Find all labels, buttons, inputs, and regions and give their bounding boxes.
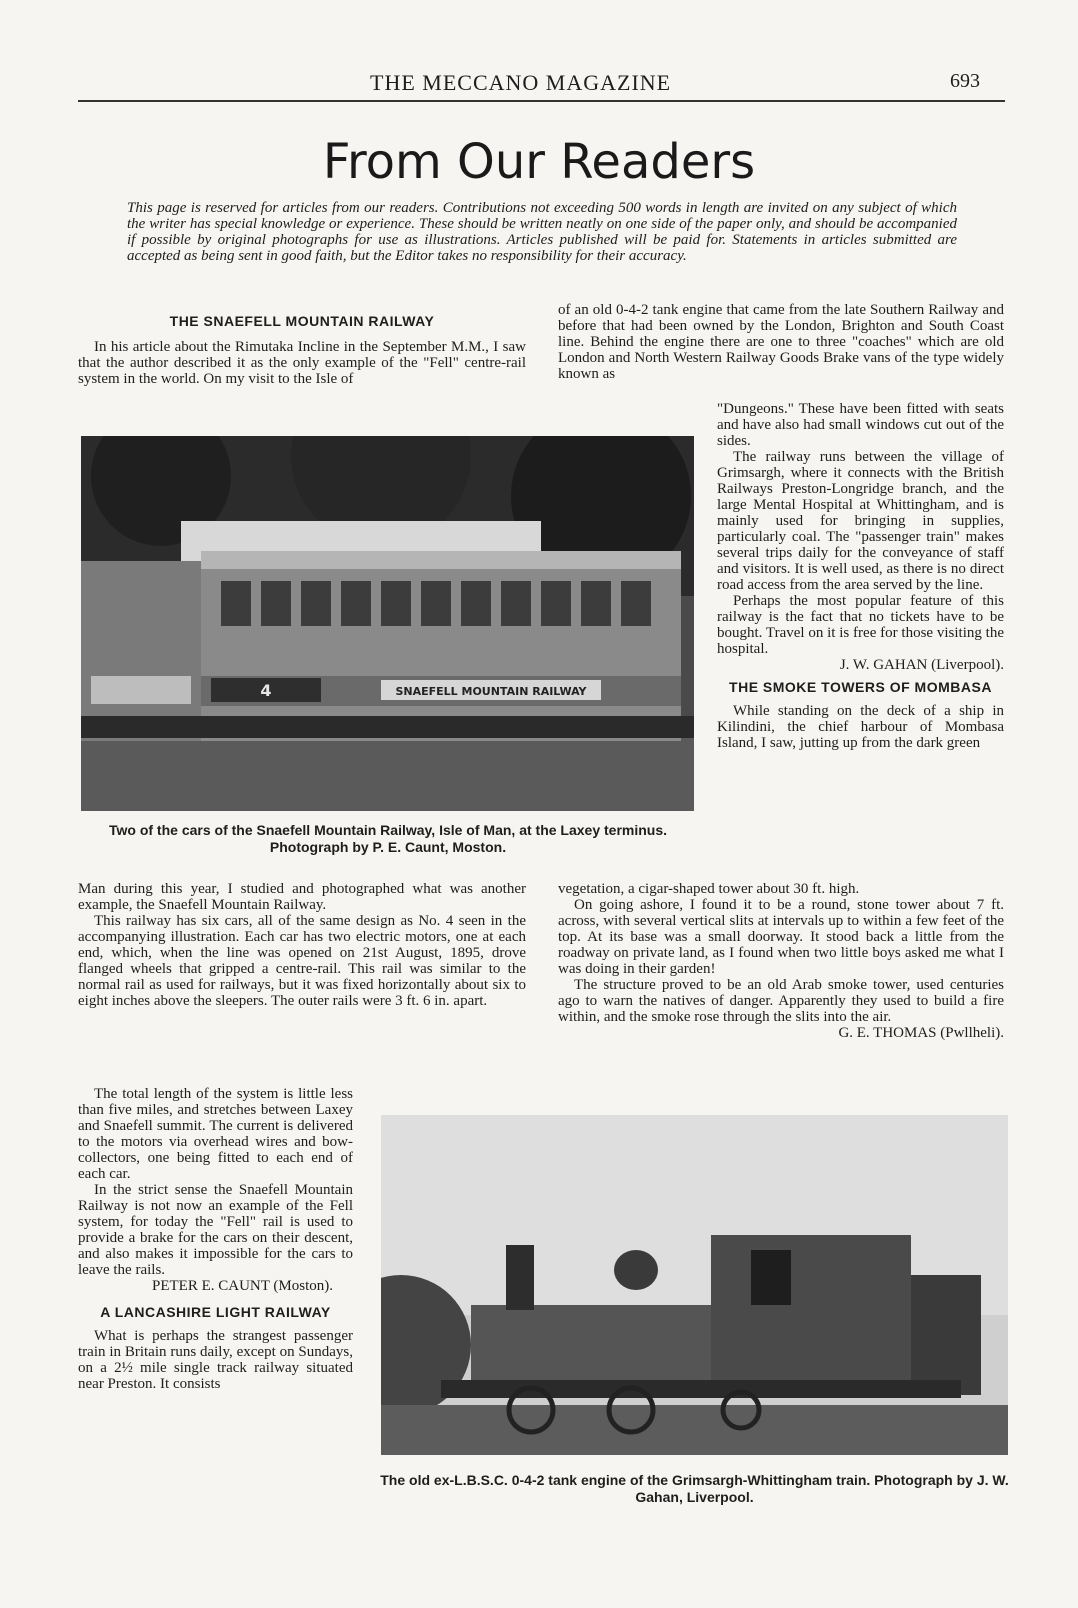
paragraph: On going ashore, I found it to be a round, stone tower about 7 ft. across, with several vertical slits at intervals up to within a few feet of the top. At its base was a small doorway. It stood back a little from the roadway on private land, as I found when two little boys asked me what I was doing in their garden! — [558, 897, 1004, 977]
paragraph: of an old 0-4-2 tank engine that came from the late Southern Railway and before that had been owned by the London, Brighton and South Coast line. Behind the engine there are one to three "coaches" which are old London and North Western Railway Goods Brake vans of the type widely known as — [558, 302, 1004, 382]
header-rule — [78, 100, 1005, 102]
article-heading: THE SNAEFELL MOUNTAIN RAILWAY — [169, 313, 435, 329]
signature-gahan: J. W. GAHAN (Liverpool). — [839, 657, 1004, 673]
photo-tank-engine — [381, 1115, 1008, 1455]
signature-thomas: G. E. THOMAS (Pwllheli). — [838, 1025, 1004, 1041]
tram-illustration — [81, 436, 694, 811]
article-heading: A LANCASHIRE LIGHT RAILWAY — [100, 1304, 331, 1320]
article-snaefell-top — [78, 313, 526, 387]
paragraph: The railway runs between the village of Grimsargh, where it connects with the British Railways Preston-Longridge branch, and the large Mental Hospital at Whittingham, and is mainly used for bringing in supplies, particularly coal. The "passenger train" makes several trips daily for the conveyance of staff and visitors. It is well used, as there is no direct road access from the area served by the line. — [717, 449, 1004, 593]
paragraph: The total length of the system is little less than five miles, and stretches between Laxey and Snaefell summit. The current is delivered to the motors via overhead wires and bow-collectors, one being fitted to each end of each car. — [78, 1086, 353, 1182]
article-heading: THE SMOKE TOWERS OF MOMBASA — [729, 679, 992, 695]
paragraph: Perhaps the most popular feature of this railway is the fact that no tickets have to be bought. Travel on it is free for those visiting the hospital. — [717, 593, 1004, 657]
page-number: 693 — [950, 70, 980, 92]
car-sign: SNAEFELL MOUNTAIN RAILWAY — [395, 685, 587, 698]
photo-snaefell-tram — [81, 436, 694, 811]
article-snaefell-bottom — [78, 1086, 353, 1392]
paragraph: While standing on the deck of a ship in Kilindini, the chief harbour of Mombasa Island, I saw, jutting up from the dark green — [717, 703, 1004, 751]
paragraph: "Dungeons." These have been fitted with seats and have also had small windows cut out of the sides. — [717, 401, 1004, 449]
article-snaefell-middle — [78, 881, 526, 1009]
signature-caunt: PETER E. CAUNT (Moston). — [152, 1278, 333, 1294]
paragraph: What is perhaps the strangest passenger train in Britain runs daily, except on Sundays, on a 2½ mile single track railway situated near Preston. It consists — [78, 1328, 353, 1392]
article-lancashire-cont — [558, 302, 1004, 382]
paragraph: In his article about the Rimutaka Incline in the September M.M., I saw that the author described it as the only example of the "Fell" centre-rail system in the world. On my visit to the Isle of — [78, 339, 526, 387]
paragraph: The structure proved to be an old Arab smoke tower, used centuries ago to warn the natives of danger. Apparently they used to build a fire within, and the smoke rose through the slits into the air. — [558, 977, 1004, 1025]
caption-tank-engine: The old ex-L.B.S.C. 0-4-2 tank engine of the Grimsargh-Whittingham train. Photograph by J. W. Gahan, Liverpool. — [380, 1472, 1009, 1505]
paragraph: In the strict sense the Snaefell Mountain Railway is not now an example of the Fell system, for today the "Fell" rail is used to provide a brake for the cars on their descent, and also makes it impossible for the cars to leave the rails. — [78, 1182, 353, 1278]
caption-snaefell: Two of the cars of the Snaefell Mountain Railway, Isle of Man, at the Laxey terminus. Photograph by P. E. Caunt, Moston. — [108, 822, 668, 855]
page-title: From Our Readers — [322, 134, 756, 190]
paragraph: Man during this year, I studied and photographed what was another example, the Snaefell Mountain Railway. — [78, 881, 526, 913]
intro-paragraph: This page is reserved for articles from our readers. Contributions not exceeding 500 words in length are invited on any subject of which the writer has special knowledge or experience. These should be written neatly on one side of the paper only, and should be accompanied if possible by original photographs for use as illustrations. Articles published will be paid for. Statements in articles submitted are accepted as being sent in good faith, but the Editor takes no responsibility for their accuracy. — [127, 200, 957, 264]
article-lancashire-right — [717, 401, 1004, 751]
car-number: 4 — [260, 681, 272, 700]
paragraph: vegetation, a cigar-shaped tower about 30 ft. high. — [558, 881, 860, 897]
article-mombasa-middle — [558, 881, 1004, 1041]
paragraph: This railway has six cars, all of the same design as No. 4 seen in the accompanying illustration. Each car has two electric motors, one at each end, which, when the line was opened on 21st August, 1895, drove flanged wheels that gripped a centre-rail. This rail was similar to the normal rail as used for railways, but it was fixed horizontally about six to eight inches above the sleepers. The outer rails were 3 ft. 6 in. apart. — [78, 913, 526, 1009]
running-title: THE MECCANO MAGAZINE — [370, 70, 672, 95]
engine-illustration — [381, 1115, 1008, 1455]
